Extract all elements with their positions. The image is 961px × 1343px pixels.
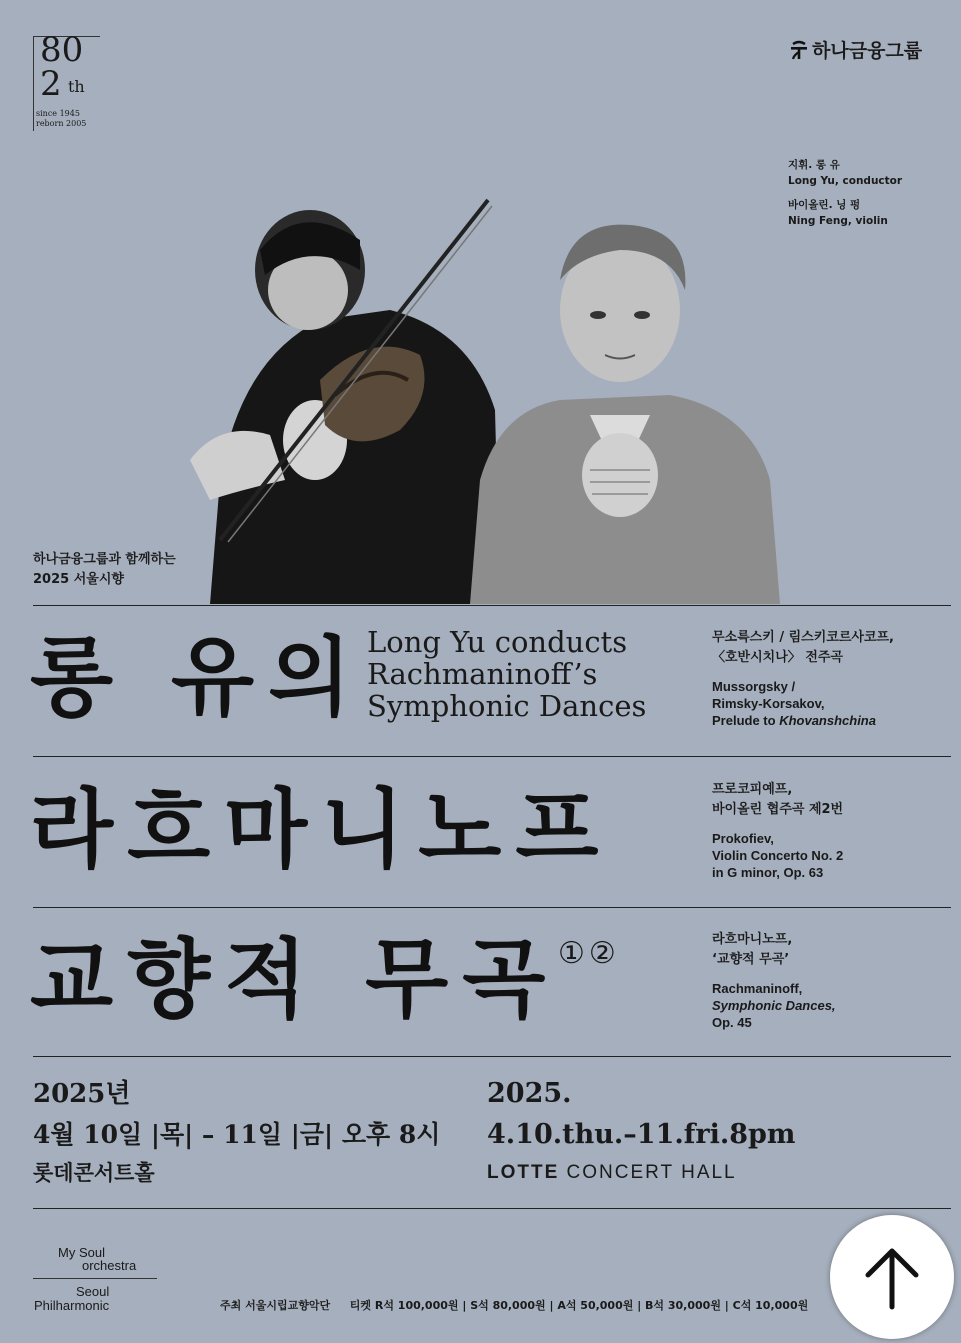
- program-1-ko-1: 무소륵스키 / 림스키코르사코프,: [712, 630, 894, 645]
- program-3-en-2-italic: Symphonic Dances,: [712, 998, 836, 1013]
- divider: [33, 907, 951, 908]
- violin-ko: 바이올린. 닝 펑: [788, 199, 861, 211]
- anniversary-logo: [33, 30, 100, 131]
- title-marks: [558, 936, 616, 971]
- divider: [33, 1056, 951, 1057]
- presenter-text: [33, 550, 176, 590]
- orchestra-line-1: My Soul: [58, 1245, 105, 1260]
- title-line-3: 교향적 무곡: [30, 930, 560, 1030]
- program-1-en-2: Rimsky-Korsakov,: [712, 696, 825, 711]
- violin-en: Ning Feng, violin: [788, 215, 888, 227]
- mark-two: ②: [588, 936, 616, 971]
- program-1-en-1: Mussorgsky /: [712, 679, 796, 694]
- title-en-line-1: Long Yu conducts: [367, 625, 628, 659]
- venue-en-bold: LOTTE: [487, 1162, 560, 1183]
- host-text: 주최 서울시립교향악단: [220, 1299, 331, 1312]
- conductor-ko: 지휘. 롱 유: [788, 159, 840, 171]
- date-english: [487, 1074, 796, 1190]
- sponsor-brand-name: 하나금융그룹: [812, 40, 923, 62]
- my-soul-orchestra-logo: [58, 1246, 136, 1272]
- logo-reborn: reborn 2005: [36, 119, 87, 128]
- program-1-en-3: [712, 712, 894, 729]
- year-en: 2025.: [487, 1078, 572, 1109]
- presenter-line-2: 2025 서울시향: [33, 572, 124, 587]
- orchestra-line-2: orchestra: [82, 1258, 137, 1273]
- org-line-1: Seoul: [76, 1284, 110, 1299]
- date-korean: [33, 1074, 440, 1190]
- logo-number-top: 80: [40, 30, 84, 70]
- title-english: [367, 626, 646, 722]
- divider: [33, 605, 951, 606]
- conductor-en: Long Yu, conductor: [788, 175, 903, 187]
- title-line-2: 라흐마니노프: [30, 780, 613, 880]
- year-ko: 2025년: [33, 1079, 131, 1109]
- program-3-en-3: Op. 45: [712, 1015, 752, 1030]
- footer-info: [220, 1297, 808, 1313]
- logo-number-bottom: 2: [40, 64, 62, 104]
- program-2-en-1: Prokofiev,: [712, 831, 774, 846]
- hana-logo-icon: [790, 40, 808, 60]
- divider: [33, 756, 951, 757]
- date-en: 4.10.thu.–11.fri.8pm: [487, 1119, 796, 1150]
- title-en-line-3: Symphonic Dances: [367, 689, 647, 723]
- mark-one: ①: [558, 936, 585, 971]
- program-2-en-2: Violin Concerto No. 2: [712, 848, 844, 863]
- program-2-ko-1: 프로코피예프,: [712, 782, 793, 797]
- title-en-line-2: Rachmaninoff’s: [367, 657, 598, 691]
- venue-en-rest: CONCERT HALL: [559, 1162, 737, 1183]
- performers-photo: [150, 180, 780, 604]
- program-1-en-3-italic: Khovanshchina: [779, 713, 876, 728]
- violin-credit: [788, 197, 888, 229]
- arrow-up-icon: [830, 1215, 954, 1339]
- program-3-en-2: [712, 997, 836, 1014]
- presenter-line-1: 하나금융그룹과 함께하는: [33, 552, 176, 567]
- title-line-1: 롱 유의: [30, 628, 366, 728]
- program-2-ko-2: 바이올린 협주곡 제2번: [712, 802, 844, 817]
- conductor-credit: [788, 157, 902, 189]
- sponsor-logo: [790, 36, 922, 63]
- venue-ko: 롯데콘서트홀: [33, 1161, 155, 1185]
- program-1-ko-2: 〈호반시치나〉 전주곡: [712, 650, 843, 665]
- logo-divider: [33, 1278, 157, 1279]
- program-2-en-3: in G minor, Op. 63: [712, 865, 824, 880]
- ticket-prices: 티켓 R석 100,000원 | S석 80,000원 | A석 50,000원 | B석 30,000원 | C석 10,000원: [349, 1299, 809, 1312]
- program-3-ko-2: ‘교향적 무곡’: [712, 952, 790, 967]
- program-item-3: [712, 930, 836, 1031]
- scroll-to-top-button[interactable]: [830, 1215, 954, 1339]
- logo-superscript: th: [68, 77, 85, 96]
- seoul-philharmonic-logo: [34, 1285, 109, 1313]
- program-item-1: [712, 628, 894, 729]
- program-item-2: [712, 780, 843, 881]
- venue-en: [487, 1156, 796, 1190]
- program-3-en-1: Rachmaninoff,: [712, 981, 803, 996]
- org-line-2: Philharmonic: [34, 1298, 110, 1313]
- date-ko: 4월 10일 |목| – 11일 |금| 오후 8시: [33, 1120, 441, 1149]
- program-3-ko-1: 라흐마니노프,: [712, 932, 793, 947]
- divider: [33, 1208, 951, 1209]
- program-1-en-3-prefix: Prelude to: [712, 713, 780, 728]
- logo-since: since 1945: [36, 109, 80, 118]
